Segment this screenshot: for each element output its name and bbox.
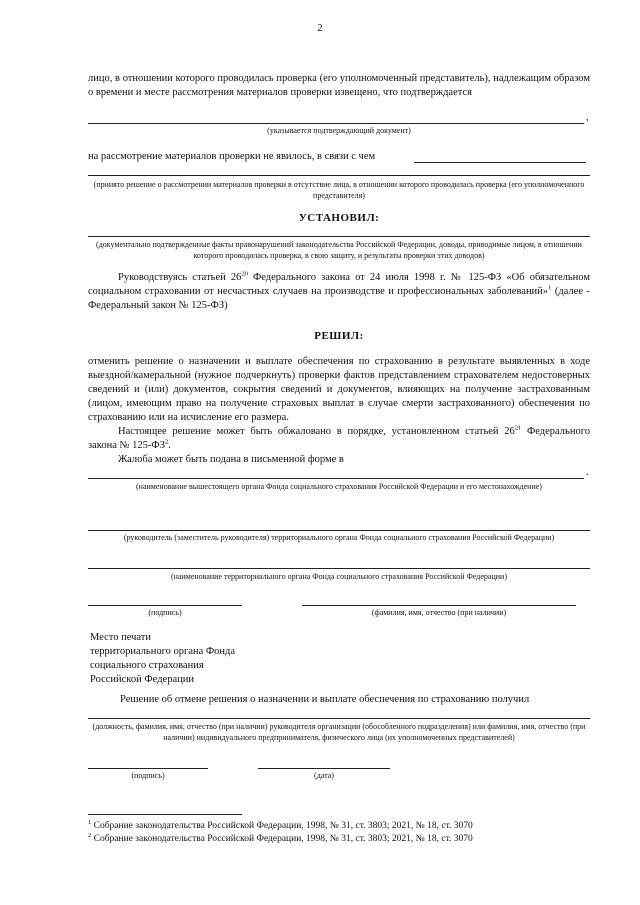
caption-date: (дата) xyxy=(314,771,334,780)
footnote-1 xyxy=(88,820,590,833)
caption-territorial-body: (наименование территориального органа Фонда социального страхования Российской Федерации) xyxy=(171,572,507,581)
footnotes xyxy=(88,820,590,846)
input-line-recipient[interactable] xyxy=(88,718,590,719)
caption-signature-2: (подпись) xyxy=(131,771,165,780)
stamp-place xyxy=(90,631,340,687)
footnote-2 xyxy=(88,833,590,846)
line-end-comma: , xyxy=(586,112,589,123)
footnote-mark-1: 1 xyxy=(88,818,92,826)
caption-document: (указывается подтверждающий документ) xyxy=(267,126,411,135)
law-reference-part1: Руководствуясь статьей 26 xyxy=(118,272,242,283)
stamp-line: Российской Федерации xyxy=(90,674,194,685)
caption-head: (руководитель (заместитель руководителя) территориального органа Фонда социального страхования Российской Федерации) xyxy=(123,533,555,542)
caption-facts: (документально подтвержденные факты правонарушений законодательства Российской Федерации, доводы, приводимые лицом, в отношении которого проводилась проверка, в свою защиту, и результаты проверки этих доводов) xyxy=(96,240,582,260)
paragraph-decision: отменить решение о назначении и выплате обеспечения по страхованию в результате выявленных в ходе выездной/камеральной (нужное подчеркнуть) проверки фактов представлением страхователем недостоверных сведений и (или) документов, сокрытия сведений и документов, влияющих на получение застрахованным (лицом, имеющим право на получение страховых выплат в случае смерти застрахованного) обеспечения по страхованию или на исчисление его размера. xyxy=(88,356,590,423)
input-line-signature-2[interactable] xyxy=(88,768,208,769)
caption-recipient: (должность, фамилия, имя, отчество (при наличии) руководителя организации (обособленного подразделения) или фамилия, имя, отчество (при наличии) индивидуального предпринимателя, физического лица (их уполномоченных представителей) xyxy=(92,722,586,742)
law-reference-part3: (далее - Федеральный закон № 125-ФЗ) xyxy=(88,286,591,311)
input-line-date[interactable] xyxy=(258,768,390,769)
appeal-part2: Федерального закона № 125-ФЗ xyxy=(88,426,591,451)
appeal-part1: Настоящее решение может быть обжаловано в порядке, установленном статьей 26 xyxy=(118,426,515,437)
footnote-mark-2: 2 xyxy=(88,831,92,839)
input-line-head[interactable] xyxy=(88,530,590,531)
heading-established: УСТАНОВИЛ: xyxy=(298,212,380,224)
input-line-decision-2[interactable] xyxy=(88,175,590,176)
input-line-document[interactable] xyxy=(88,123,584,124)
footnote-ref-1[interactable]: 1 xyxy=(548,284,552,292)
caption-higher-body: (наименование вышестоящего органа Фонда социального страхования Российской Федерации и его местонахождение) xyxy=(136,482,542,491)
stamp-line: территориального органа Фонда xyxy=(90,646,236,657)
input-line-facts[interactable] xyxy=(88,236,590,237)
caption-fio-1: (фамилия, имя, отчество (при наличии) xyxy=(371,608,507,617)
paragraph-no-show: на рассмотрение материалов проверки не явилось, в связи с чем xyxy=(88,151,376,162)
stamp-line: Место печати xyxy=(90,632,152,643)
input-line-fio-1[interactable] xyxy=(302,605,576,606)
paragraph-received: Решение об отмене решения о назначении и выплате обеспечения по страхованию получил xyxy=(120,694,530,705)
input-line-decision[interactable] xyxy=(414,162,586,163)
stamp-line: социального страхования xyxy=(90,660,204,671)
paragraph-notification-text: лицо, в отношении которого проводилась проверка (его уполномоченный представитель), надлежащим образом о времени и месте рассмотрения материалов проверки извещено, что подтверждается xyxy=(88,73,590,98)
input-line-higher-body[interactable] xyxy=(88,478,584,479)
law-article-superscript: 20 xyxy=(241,270,248,278)
law-reference-part2: Федерального закона от 24 июля 1998 г. № 125-ФЗ «Об обязательном социальном страховании от несчастных случаев на производстве и профессиональных заболеваний» xyxy=(88,272,590,297)
heading-decided: РЕШИЛ: xyxy=(314,330,364,342)
paragraph-appeal xyxy=(88,425,590,453)
line-end-period: . xyxy=(586,467,589,478)
input-line-signature-1[interactable] xyxy=(88,605,242,606)
input-line-territorial-body[interactable] xyxy=(88,568,590,569)
appeal-article-superscript: 21 xyxy=(514,424,522,432)
paragraph-notification xyxy=(88,72,590,100)
page-number: 2 xyxy=(317,23,323,34)
paragraph-law-reference xyxy=(88,271,590,313)
footnote-ref-2[interactable]: 2 xyxy=(164,438,169,446)
paragraph-complaint: Жалоба может быть подана в письменной форме в xyxy=(118,454,344,465)
footnote-text-1: Собрание законодательства Российской Федерации, 1998, № 31, ст. 3803; 2021, № 18, ст. 3070 xyxy=(91,821,473,831)
caption-decision: (принято решение о рассмотрении материалов проверки в отсутствие лица, в отношении которого проводилась проверка (его уполномоченного представителя) xyxy=(93,180,585,200)
caption-signature-1: (подпись) xyxy=(148,608,182,617)
footnote-text-2: Собрание законодательства Российской Федерации, 1998, № 31, ст. 3803; 2021, № 18, ст. 3070 xyxy=(91,834,473,844)
appeal-part3: . xyxy=(168,440,171,451)
footnote-separator xyxy=(88,814,242,815)
